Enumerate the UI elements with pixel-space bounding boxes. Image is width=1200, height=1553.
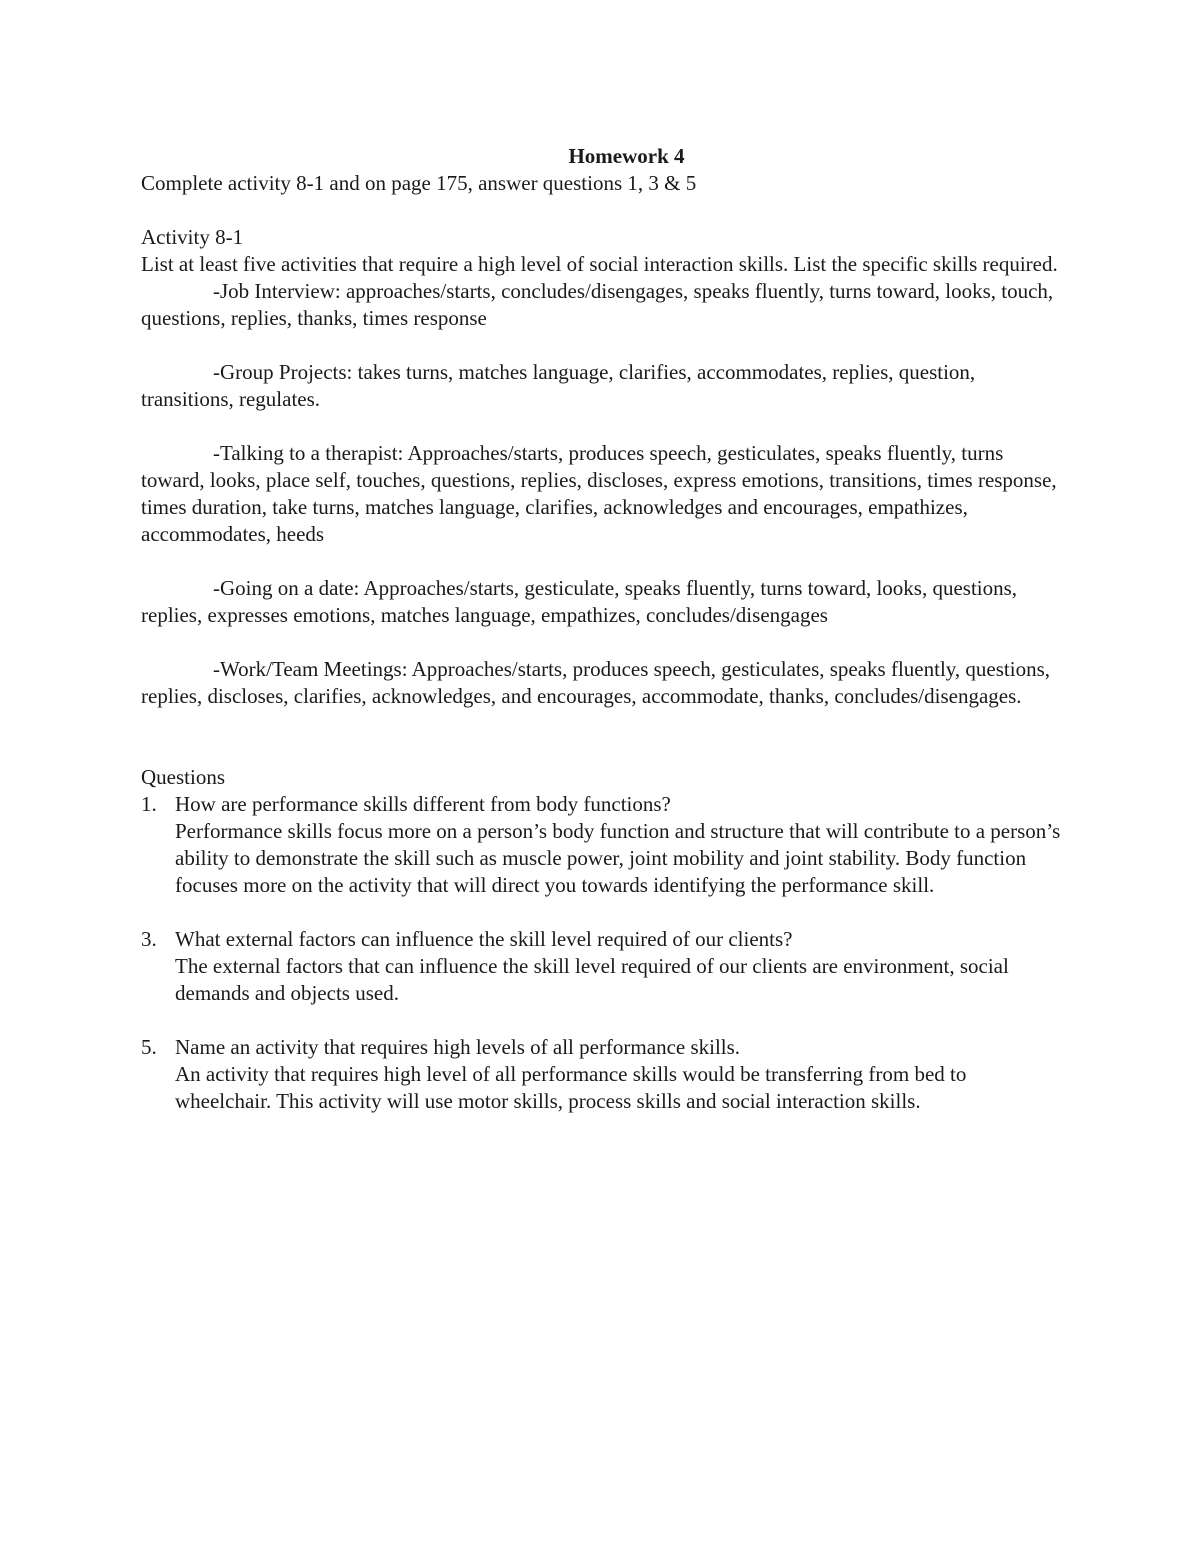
question-number: 3. bbox=[141, 927, 157, 951]
question-number: 5. bbox=[141, 1035, 157, 1059]
question-text: How are performance skills different from body functions? bbox=[175, 792, 671, 816]
spacer bbox=[141, 899, 1066, 926]
activity-prompt: List at least five activities that require a high level of social interaction skills. List the specific skills required. bbox=[141, 252, 1058, 276]
spacer bbox=[141, 197, 1066, 224]
activity-heading: Activity 8-1 bbox=[141, 225, 244, 249]
spacer bbox=[141, 710, 1066, 737]
answer-text: An activity that requires high level of all performance skills would be transferring from bed to wheelchair. This activity will use motor skills, process skills and social interaction skills. bbox=[175, 1062, 967, 1113]
activity-entry-job-interview: -Job Interview: approaches/starts, concludes/disengages, speaks fluently, turns toward, looks, touch, questions, replies, thanks, times response bbox=[141, 279, 1054, 330]
question-text: What external factors can influence the skill level required of our clients? bbox=[175, 927, 793, 951]
answer-text: The external factors that can influence the skill level required of our clients are environment, social demands and objects used. bbox=[175, 954, 1009, 1005]
question-number: 1. bbox=[141, 792, 157, 816]
spacer bbox=[141, 737, 1066, 764]
spacer bbox=[141, 548, 1066, 575]
question-item-5 bbox=[141, 1034, 1066, 1115]
questions-list bbox=[141, 791, 1066, 1115]
question-item-3 bbox=[141, 926, 1066, 1007]
answer-text: Performance skills focus more on a person’s body function and structure that will contribute to a person’s ability to demonstrate the skill such as muscle power, joint mobility and joint stability. Body function focuses more on the activity that will direct you towards identifying the performance skill. bbox=[175, 819, 1061, 897]
questions-heading: Questions bbox=[141, 765, 225, 789]
page-title: Homework 4 bbox=[568, 144, 685, 168]
instructions-text: Complete activity 8-1 and on page 175, answer questions 1, 3 & 5 bbox=[141, 171, 697, 195]
activity-entry-group-projects: -Group Projects: takes turns, matches language, clarifies, accommodates, replies, question, transitions, regulates. bbox=[141, 360, 976, 411]
spacer bbox=[141, 332, 1066, 359]
activity-entry-date: -Going on a date: Approaches/starts, gesticulate, speaks fluently, turns toward, looks, questions, replies, expresses emotions, matches language, empathizes, concludes/disengages bbox=[141, 576, 1018, 627]
document-page bbox=[141, 143, 1066, 1115]
spacer bbox=[141, 629, 1066, 656]
spacer bbox=[141, 413, 1066, 440]
activity-entry-work-meetings: -Work/Team Meetings: Approaches/starts, produces speech, gesticulates, speaks fluently, questions, replies, discloses, clarifies, acknowledges, and encourages, accommodate, thanks, concludes/disengages. bbox=[141, 657, 1051, 708]
question-text: Name an activity that requires high levels of all performance skills. bbox=[175, 1035, 741, 1059]
activity-entry-therapist: -Talking to a therapist: Approaches/starts, produces speech, gesticulates, speaks fluently, turns toward, looks, place self, touches, questions, replies, discloses, express emotions, transitions, times response, times duration, take turns, matches language, clarifies, acknowledges and encourages, empathizes, accommodates, heeds bbox=[141, 441, 1057, 546]
spacer bbox=[141, 1007, 1066, 1034]
question-item-1 bbox=[141, 791, 1066, 899]
